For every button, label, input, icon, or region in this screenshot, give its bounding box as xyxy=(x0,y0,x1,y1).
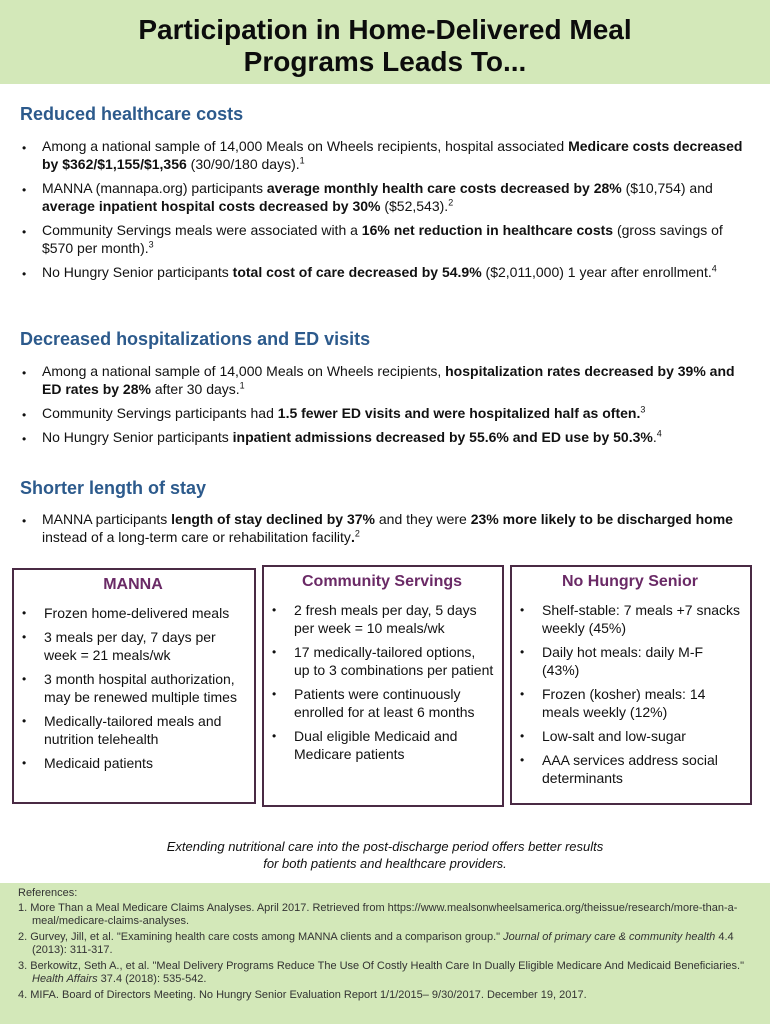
community-servings-list xyxy=(270,601,494,763)
list-item: • Medicaid patients xyxy=(20,754,246,772)
reference-2: 2. Gurvey, Jill, et al. "Examining health care costs among MANNA clients and a comparison group." Journal of primary care & community health 4.4 (2013): 311-317. xyxy=(18,930,734,956)
tagline xyxy=(0,838,770,872)
box-title-manna: MANNA xyxy=(103,576,163,593)
tagline-line-1: Extending nutritional care into the post-discharge period offers better results xyxy=(166,839,604,854)
list-item: • Community Servings participants had 1.5 fewer ED visits and were hospitalized half as often.$^3$ xyxy=(20,404,750,422)
list-item: • MANNA participants length of stay declined by 37% and they were 23% more likely to be discharged home instead of a long-term care or rehabilitation facility.$^2$ xyxy=(20,510,750,546)
list-item: • Among a national sample of 14,000 Meals on Wheels recipients, hospitalization rates decreased by 39% and ED rates by 28% after 30 days.$^1$ xyxy=(20,362,750,398)
box-title-community-servings: Community Servings xyxy=(301,573,463,590)
list-item: • 3 meals per day, 7 days per week = 21 meals/wk xyxy=(20,628,246,664)
no-hungry-senior-box xyxy=(510,565,752,805)
list-item: • Shelf-stable: 7 meals +7 snacks weekly (45%) xyxy=(518,601,742,637)
reference-4: 4. MIFA. Board of Directors Meeting. No Hungry Senior Evaluation Report 1/1/2015– 9/30/2017. December 19, 2017. xyxy=(18,988,587,1001)
reference-3: 3. Berkowitz, Seth A., et al. "Meal Delivery Programs Reduce The Use Of Costly Health Care In Dually Eligible Medicare And Medicaid Beneficiaries." Health Affairs 37.4 (2018): 535-542. xyxy=(18,959,744,985)
references-title: References: xyxy=(18,887,78,899)
no-hungry-senior-list xyxy=(518,601,742,787)
list-item: • 2 fresh meals per day, 5 days per week = 10 meals/wk xyxy=(270,601,494,637)
page-title xyxy=(0,0,770,78)
community-servings-box xyxy=(262,565,504,807)
list-item: • Daily hot meals: daily M-F (43%) xyxy=(518,643,742,679)
list-item: • Medically-tailored meals and nutrition telehealth xyxy=(20,712,246,748)
box-title-no-hungry-senior: No Hungry Senior xyxy=(561,573,698,590)
list-item: • Patients were continuously enrolled for at least 6 months xyxy=(270,685,494,721)
healthcare-costs-list xyxy=(20,137,750,287)
list-item: • Community Servings meals were associated with a 16% net reduction in healthcare costs (gross savings of $570 per month).$^3$ xyxy=(20,221,750,257)
length-of-stay-list xyxy=(20,510,750,552)
list-item: • 3 month hospital authorization, may be renewed multiple times xyxy=(20,670,246,706)
list-item: • Frozen (kosher) meals: 14 meals weekly (12%) xyxy=(518,685,742,721)
list-item: • Dual eligible Medicaid and Medicare patients xyxy=(270,727,494,763)
section-title-length-of-stay: Shorter length of stay xyxy=(20,478,207,498)
title-line-1: Participation in Home-Delivered Meal xyxy=(138,14,632,45)
hospitalizations-list xyxy=(20,362,750,452)
tagline-line-2: for both patients and healthcare providers. xyxy=(263,856,507,871)
list-item: • MANNA (mannapa.org) participants average monthly health care costs decreased by 28% ($10,754) and average inpatient hospital costs decreased by 30% ($52,543).$^2$ xyxy=(20,179,750,215)
list-item: • No Hungry Senior participants total cost of care decreased by 54.9% ($2,011,000) 1 year after enrollment.$^4$ xyxy=(20,263,750,281)
manna-list xyxy=(20,604,246,772)
manna-box xyxy=(12,568,256,804)
section-title-hospitalizations: Decreased hospitalizations and ED visits xyxy=(20,329,371,349)
list-item: • AAA services address social determinants xyxy=(518,751,742,787)
page-header xyxy=(0,0,770,84)
list-item: • Low-salt and low-sugar xyxy=(518,727,742,745)
list-item: • Frozen home-delivered meals xyxy=(20,604,246,622)
section-title-healthcare-costs: Reduced healthcare costs xyxy=(20,104,244,124)
list-item: • Among a national sample of 14,000 Meals on Wheels recipients, hospital associated Medicare costs decreased by $362/$1,155/$1,356 (30/90/180 days).$^1$ xyxy=(20,137,750,173)
list-item: • No Hungry Senior participants inpatient admissions decreased by 55.6% and ED use by 50.3%.$^4$ xyxy=(20,428,750,446)
reference-1: 1. More Than a Meal Medicare Claims Analyses. April 2017. Retrieved from https://www.mealsonwheelsamerica.org/theissue/research/more-than-a-meal/medicare-claims-analyses. xyxy=(18,901,738,927)
title-line-2: Programs Leads To... xyxy=(243,46,527,77)
list-item: • 17 medically-tailored options, up to 3 combinations per patient xyxy=(270,643,494,679)
references-section xyxy=(0,883,770,1024)
